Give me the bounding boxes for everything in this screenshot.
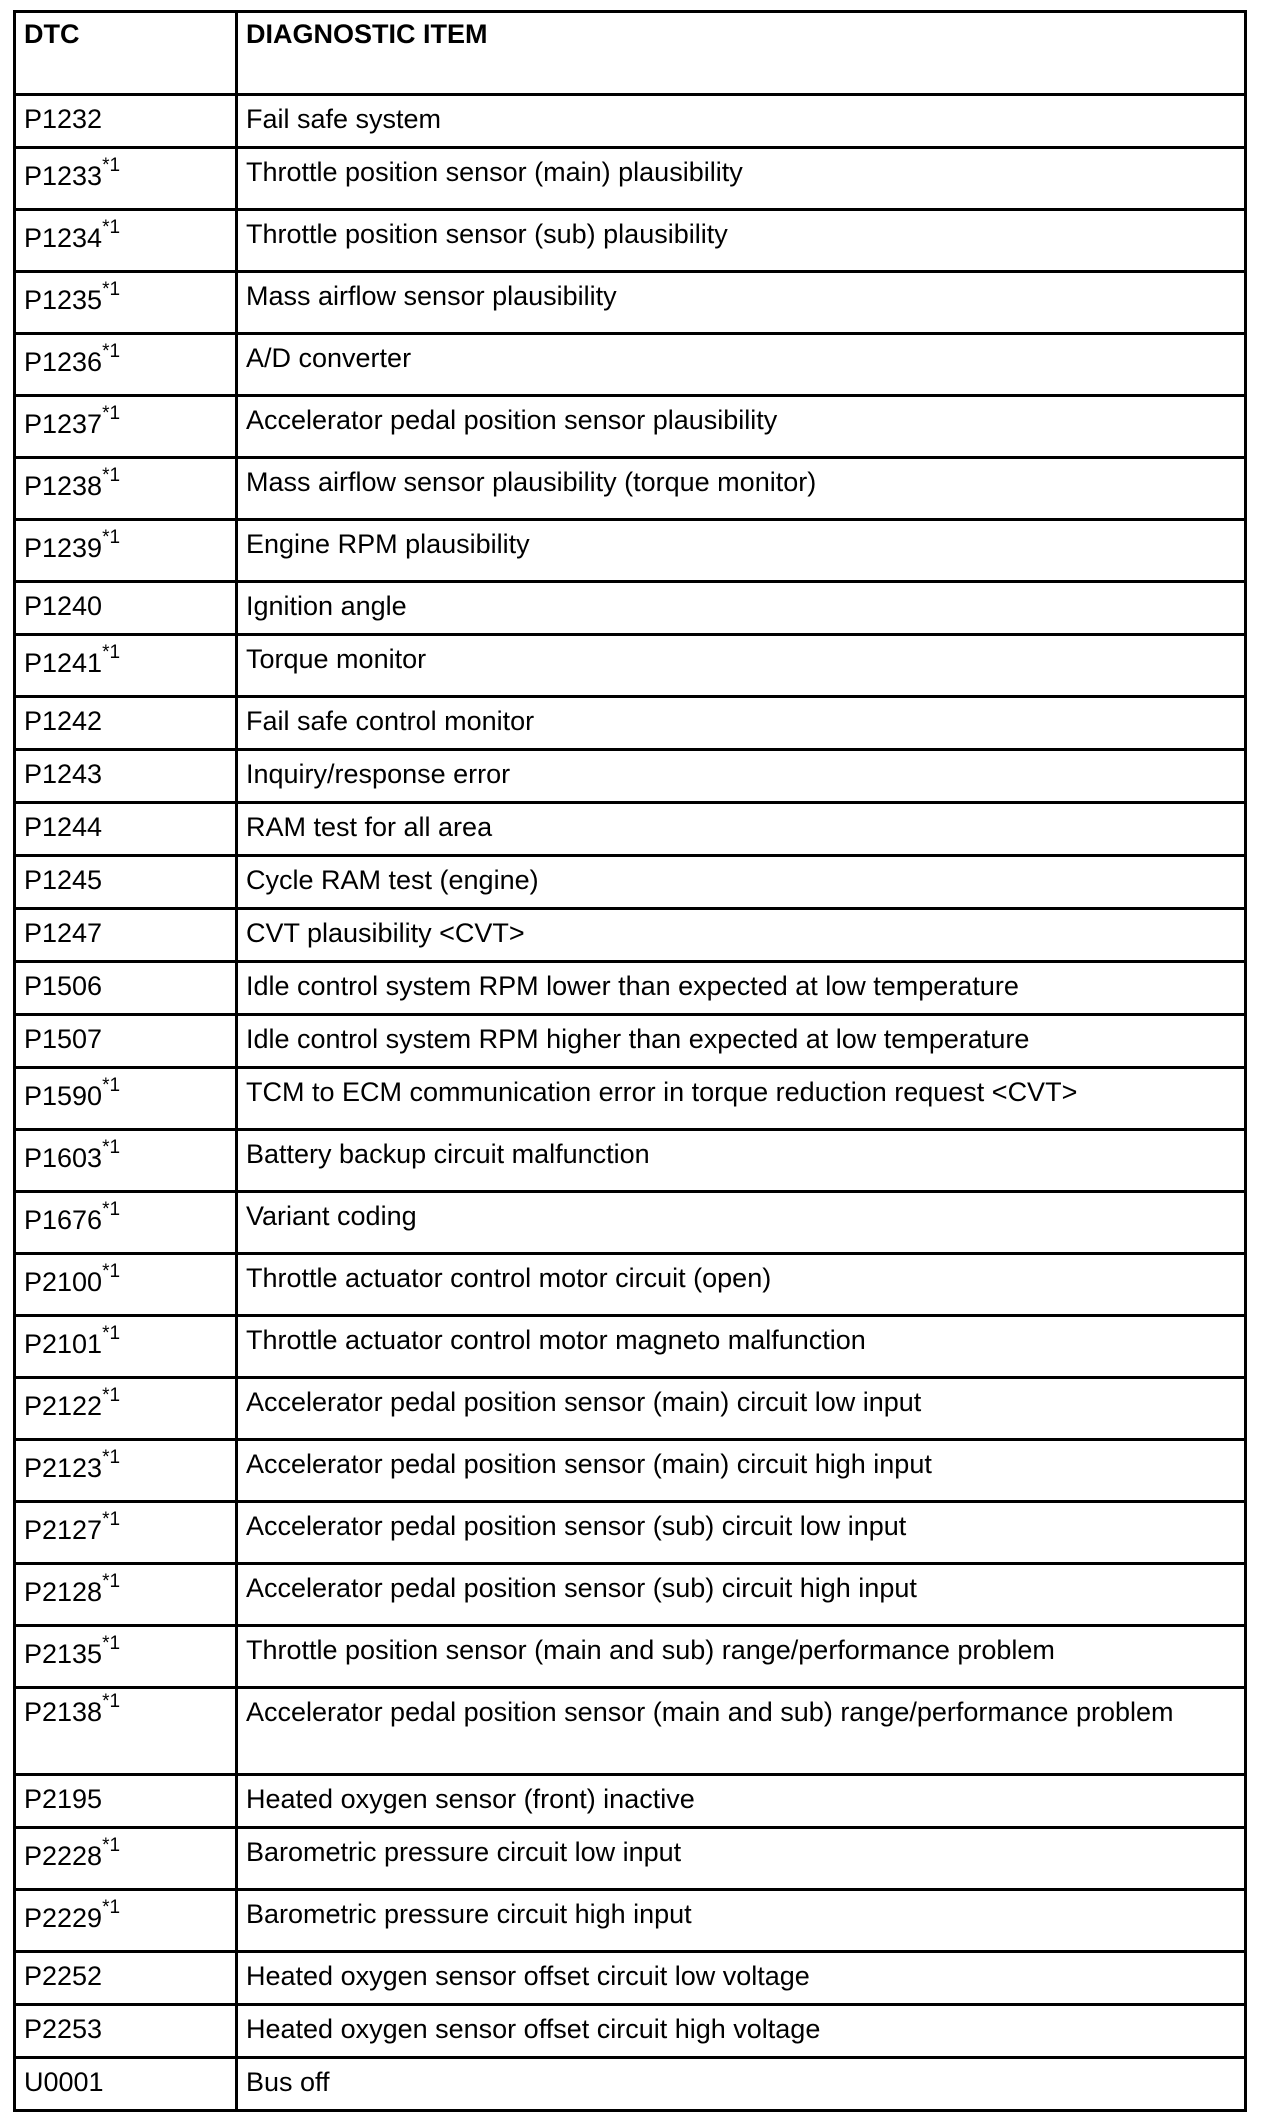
diagnostic-item-cell: Accelerator pedal position sensor (main and sub) range/performance problem <box>237 1688 1246 1775</box>
table-row <box>15 2058 1246 2111</box>
diagnostic-item-cell: Idle control system RPM higher than expected at low temperature <box>237 1015 1246 1068</box>
footnote-marker: *1 <box>102 465 121 486</box>
diagnostic-item-cell: Accelerator pedal position sensor plausibility <box>237 396 1246 458</box>
dtc-code: P2228 <box>24 1841 103 1871</box>
footnote-marker: *1 <box>102 1199 121 1220</box>
table-row <box>15 148 1246 210</box>
dtc-code-cell <box>15 697 237 750</box>
diagnostic-item-cell: Barometric pressure circuit low input <box>237 1828 1246 1890</box>
dtc-code-cell <box>15 458 237 520</box>
table-row <box>15 334 1246 396</box>
table-row <box>15 272 1246 334</box>
table-row <box>15 520 1246 582</box>
footnote-marker: *1 <box>102 1385 121 1406</box>
dtc-code: P1243 <box>24 759 103 789</box>
table-row <box>15 2005 1246 2058</box>
table-row <box>15 1688 1246 1775</box>
dtc-code: P2195 <box>24 1784 103 1814</box>
dtc-code: P2122 <box>24 1391 103 1421</box>
footnote-marker: *1 <box>102 1261 121 1282</box>
diagnostic-item-cell: RAM test for all area <box>237 803 1246 856</box>
diagnostic-item-cell: Barometric pressure circuit high input <box>237 1890 1246 1952</box>
dtc-code-cell <box>15 582 237 635</box>
dtc-code: P2100 <box>24 1267 103 1297</box>
footnote-marker: *1 <box>102 217 121 238</box>
dtc-code-cell <box>15 803 237 856</box>
diagnostic-item-cell: CVT plausibility <CVT> <box>237 909 1246 962</box>
table-row <box>15 1952 1246 2005</box>
dtc-code-cell <box>15 1440 237 1502</box>
footnote-marker: *1 <box>102 1323 121 1344</box>
dtc-code: P2135 <box>24 1639 103 1669</box>
diagnostic-item-cell: Bus off <box>237 2058 1246 2111</box>
dtc-code-cell <box>15 396 237 458</box>
table-row <box>15 396 1246 458</box>
dtc-code: P2101 <box>24 1329 103 1359</box>
dtc-code-cell <box>15 1626 237 1688</box>
table-row <box>15 1502 1246 1564</box>
dtc-code-cell <box>15 1254 237 1316</box>
footnote-marker: *1 <box>102 1897 121 1918</box>
dtc-code-cell <box>15 334 237 396</box>
diagnostic-item-cell: Heated oxygen sensor offset circuit high voltage <box>237 2005 1246 2058</box>
dtc-code-cell <box>15 210 237 272</box>
table-row <box>15 1130 1246 1192</box>
dtc-code: P2229 <box>24 1903 103 1933</box>
dtc-code: P1242 <box>24 706 103 736</box>
dtc-code: P2128 <box>24 1577 103 1607</box>
dtc-code: P1590 <box>24 1081 103 1111</box>
table-header-row <box>15 12 1246 95</box>
dtc-table <box>13 10 1247 2112</box>
dtc-code: P1232 <box>24 104 103 134</box>
footnote-marker: *1 <box>102 279 121 300</box>
table-row <box>15 1828 1246 1890</box>
dtc-code: P1506 <box>24 971 103 1001</box>
dtc-code-cell <box>15 962 237 1015</box>
diagnostic-item-cell: Inquiry/response error <box>237 750 1246 803</box>
dtc-code-cell <box>15 909 237 962</box>
table-row <box>15 856 1246 909</box>
diagnostic-item-cell: Variant coding <box>237 1192 1246 1254</box>
table-row <box>15 697 1246 750</box>
dtc-code: P1235 <box>24 285 103 315</box>
dtc-code-cell <box>15 2005 237 2058</box>
dtc-code: P2253 <box>24 2014 103 2044</box>
table-row <box>15 210 1246 272</box>
dtc-code-cell <box>15 520 237 582</box>
dtc-code: P1237 <box>24 409 103 439</box>
dtc-code: P1240 <box>24 591 103 621</box>
table-row <box>15 1626 1246 1688</box>
diagnostic-item-cell: Throttle position sensor (sub) plausibility <box>237 210 1246 272</box>
diagnostic-item-cell: Throttle position sensor (main) plausibility <box>237 148 1246 210</box>
dtc-code-cell <box>15 750 237 803</box>
table-row <box>15 1564 1246 1626</box>
dtc-code: P2252 <box>24 1961 103 1991</box>
diagnostic-item-cell: Throttle position sensor (main and sub) range/performance problem <box>237 1626 1246 1688</box>
table-row <box>15 1440 1246 1502</box>
dtc-code-cell <box>15 1952 237 2005</box>
dtc-code: P2138 <box>24 1697 103 1727</box>
table-row <box>15 1890 1246 1952</box>
dtc-code: P1233 <box>24 161 103 191</box>
diagnostic-item-cell: TCM to ECM communication error in torque reduction request <CVT> <box>237 1068 1246 1130</box>
table-row <box>15 1254 1246 1316</box>
dtc-code-cell <box>15 95 237 148</box>
dtc-code-cell <box>15 635 237 697</box>
table-row <box>15 909 1246 962</box>
footnote-marker: *1 <box>102 341 121 362</box>
dtc-code: P1241 <box>24 648 103 678</box>
diagnostic-item-cell: Throttle actuator control motor magneto malfunction <box>237 1316 1246 1378</box>
dtc-code: P1238 <box>24 471 103 501</box>
dtc-code-cell <box>15 1502 237 1564</box>
footnote-marker: *1 <box>102 1571 121 1592</box>
table-row <box>15 1015 1246 1068</box>
dtc-code: P2123 <box>24 1453 103 1483</box>
dtc-code-cell <box>15 856 237 909</box>
footnote-marker: *1 <box>102 1633 121 1654</box>
table-row <box>15 1192 1246 1254</box>
dtc-code: P2127 <box>24 1515 103 1545</box>
dtc-code-cell <box>15 272 237 334</box>
dtc-code-cell <box>15 2058 237 2111</box>
dtc-code: P1245 <box>24 865 103 895</box>
diagnostic-item-cell: Battery backup circuit malfunction <box>237 1130 1246 1192</box>
diagnostic-item-cell: Cycle RAM test (engine) <box>237 856 1246 909</box>
dtc-code: P1676 <box>24 1205 103 1235</box>
table-row <box>15 962 1246 1015</box>
footnote-marker: *1 <box>102 1075 121 1096</box>
dtc-code-cell <box>15 1378 237 1440</box>
footnote-marker: *1 <box>102 527 121 548</box>
diagnostic-item-cell: Fail safe system <box>237 95 1246 148</box>
dtc-code-cell <box>15 1688 237 1775</box>
table-row <box>15 1775 1246 1828</box>
dtc-code: P1239 <box>24 533 103 563</box>
dtc-code-cell <box>15 148 237 210</box>
table-row <box>15 750 1246 803</box>
dtc-code: P1603 <box>24 1143 103 1173</box>
dtc-code: P1247 <box>24 918 103 948</box>
diagnostic-item-cell: Accelerator pedal position sensor (main) circuit low input <box>237 1378 1246 1440</box>
table-row <box>15 803 1246 856</box>
diagnostic-item-cell: Heated oxygen sensor offset circuit low voltage <box>237 1952 1246 2005</box>
dtc-code-cell <box>15 1068 237 1130</box>
dtc-code: P1234 <box>24 223 103 253</box>
diagnostic-item-cell: Accelerator pedal position sensor (sub) circuit high input <box>237 1564 1246 1626</box>
header-dtc: DTC <box>15 12 237 95</box>
dtc-code-cell <box>15 1316 237 1378</box>
footnote-marker: *1 <box>102 1691 121 1712</box>
diagnostic-item-cell: Torque monitor <box>237 635 1246 697</box>
table-row <box>15 635 1246 697</box>
diagnostic-item-cell: Accelerator pedal position sensor (sub) circuit low input <box>237 1502 1246 1564</box>
diagnostic-item-cell: Engine RPM plausibility <box>237 520 1246 582</box>
dtc-code-cell <box>15 1192 237 1254</box>
dtc-code-cell <box>15 1775 237 1828</box>
footnote-marker: *1 <box>102 1835 121 1856</box>
diagnostic-item-cell: Mass airflow sensor plausibility <box>237 272 1246 334</box>
dtc-code-cell <box>15 1564 237 1626</box>
footnote-marker: *1 <box>102 1137 121 1158</box>
dtc-code: P1236 <box>24 347 103 377</box>
diagnostic-item-cell: Accelerator pedal position sensor (main) circuit high input <box>237 1440 1246 1502</box>
dtc-code-cell <box>15 1828 237 1890</box>
table-row <box>15 458 1246 520</box>
header-diagnostic-item: DIAGNOSTIC ITEM <box>237 12 1246 95</box>
diagnostic-item-cell: Mass airflow sensor plausibility (torque monitor) <box>237 458 1246 520</box>
dtc-code: P1244 <box>24 812 103 842</box>
diagnostic-item-cell: Idle control system RPM lower than expected at low temperature <box>237 962 1246 1015</box>
footnote-marker: *1 <box>102 642 121 663</box>
dtc-code-cell <box>15 1015 237 1068</box>
diagnostic-item-cell: Heated oxygen sensor (front) inactive <box>237 1775 1246 1828</box>
dtc-code-cell <box>15 1890 237 1952</box>
table-row <box>15 95 1246 148</box>
diagnostic-item-cell: Throttle actuator control motor circuit (open) <box>237 1254 1246 1316</box>
dtc-code-cell <box>15 1130 237 1192</box>
footnote-marker: *1 <box>102 403 121 424</box>
dtc-code: P1507 <box>24 1024 103 1054</box>
footnote-marker: *1 <box>102 1509 121 1530</box>
diagnostic-item-cell: A/D converter <box>237 334 1246 396</box>
footnote-marker: *1 <box>102 155 121 176</box>
table-row <box>15 582 1246 635</box>
dtc-code: U0001 <box>24 2067 104 2097</box>
table-row <box>15 1068 1246 1130</box>
table-row <box>15 1316 1246 1378</box>
diagnostic-item-cell: Ignition angle <box>237 582 1246 635</box>
footnote-marker: *1 <box>102 1447 121 1468</box>
diagnostic-item-cell: Fail safe control monitor <box>237 697 1246 750</box>
table-row <box>15 1378 1246 1440</box>
